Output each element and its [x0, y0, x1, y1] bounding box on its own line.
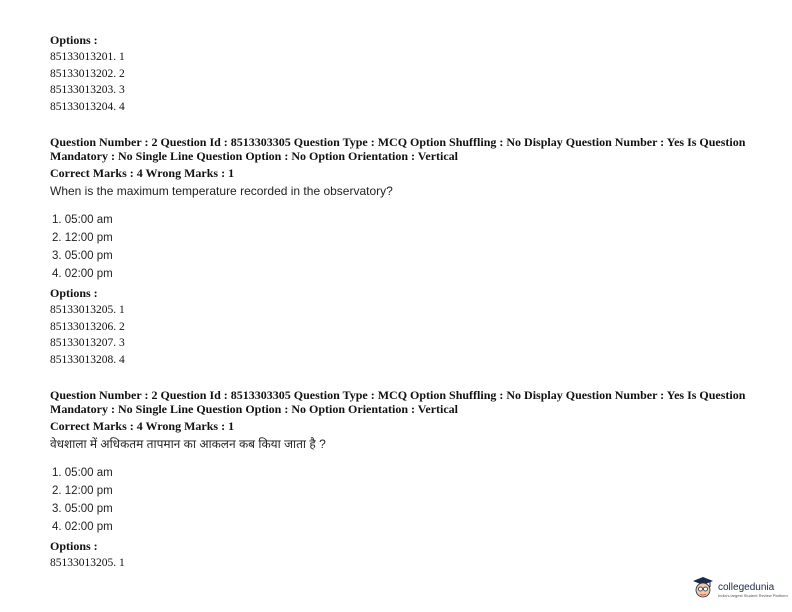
question-meta: [50, 135, 750, 163]
graduate-mascot-icon: [692, 576, 714, 605]
answer-choice: 3. 05:00 pm: [52, 503, 113, 515]
answer-choice: 2. 12:00 pm: [52, 485, 113, 497]
options-heading: Options :: [50, 33, 98, 47]
option-id-line: 85133013203. 3: [50, 84, 125, 96]
question-marks: Correct Marks : 4 Wrong Marks : 1: [50, 166, 235, 180]
answer-choice: 2. 12:00 pm: [52, 232, 113, 244]
option-id-line: 85133013208. 4: [50, 353, 125, 366]
question-meta-line: Mandatory : No Single Line Question Option : No Option Orientation : Vertical: [50, 149, 459, 163]
answer-choice: 3. 05:00 pm: [52, 250, 113, 262]
question-meta-line: Question Number : 2 Question Id : 8513303305 Question Type : MCQ Option Shuffling : No Display Question Number : Yes Is Question: [50, 135, 746, 149]
option-id-line: 85133013204. 4: [50, 100, 125, 113]
answer-choice: 4. 02:00 pm: [52, 268, 113, 280]
answer-choices: [50, 464, 750, 536]
options-heading: Options :: [50, 539, 98, 553]
question-text: वेधशाला में अधिकतम तापमान का आकलन कब किया जाता है ?: [50, 437, 326, 451]
logo-name: collegedunia: [718, 582, 775, 593]
document-page: [50, 30, 750, 572]
options-section-top: [50, 32, 750, 115]
answer-choices: [50, 211, 750, 283]
options-heading: Options :: [50, 286, 98, 300]
answer-choice: 1. 05:00 am: [52, 214, 113, 226]
question-text: When is the maximum temperature recorded in the observatory?: [50, 184, 393, 198]
option-id-line: 85133013205. 1: [50, 304, 125, 316]
option-id-line: 85133013202. 2: [50, 67, 125, 80]
option-id-line: 85133013201. 1: [50, 51, 125, 63]
logo-tagline: India's largest Student Review Platform: [718, 593, 788, 598]
collegedunia-logo: [692, 576, 788, 604]
question-block-hindi: [50, 388, 750, 572]
option-id-line: 85133013206. 2: [50, 320, 125, 333]
question-meta-line: Question Number : 2 Question Id : 8513303305 Question Type : MCQ Option Shuffling : No Display Question Number : Yes Is Question: [50, 388, 746, 402]
option-id-line: 85133013207. 3: [50, 337, 125, 349]
answer-choice: 1. 05:00 am: [52, 467, 113, 479]
question-meta-line: Mandatory : No Single Line Question Option : No Option Orientation : Vertical: [50, 402, 459, 416]
question-block-english: [50, 135, 750, 368]
question-marks: Correct Marks : 4 Wrong Marks : 1: [50, 419, 235, 433]
option-id-line: 85133013205. 1: [50, 557, 125, 569]
question-meta: [50, 388, 750, 416]
answer-choice: 4. 02:00 pm: [52, 521, 113, 533]
